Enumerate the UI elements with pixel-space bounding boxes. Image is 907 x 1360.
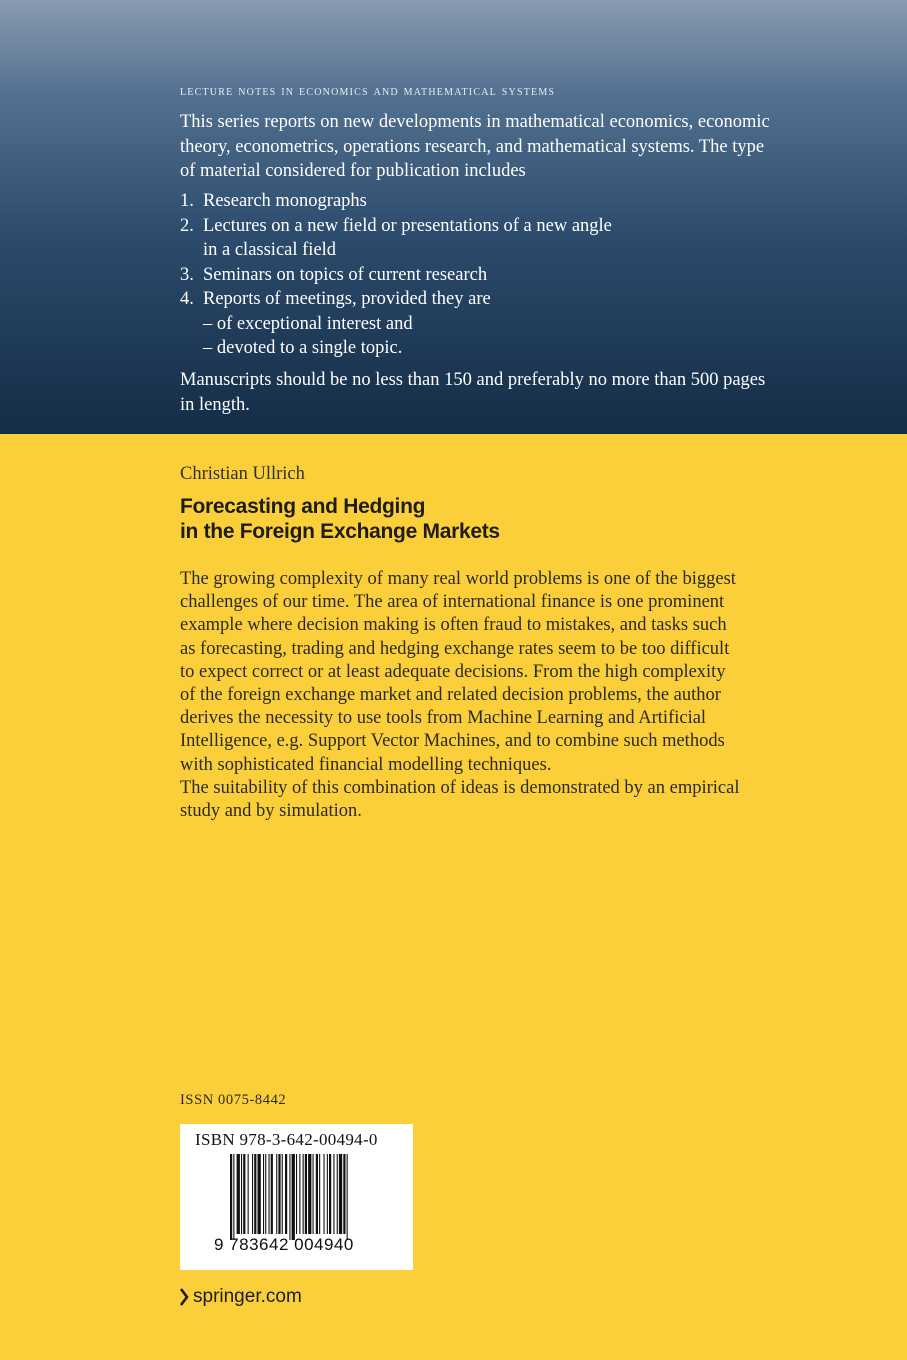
barcode-bar [296,1154,297,1234]
list-number: 4. [180,289,194,309]
isbn: ISBN 978-3-642-00494-0 [195,1130,378,1149]
list-text: Seminars on topics of current research [203,264,488,285]
barcode-bar [299,1154,300,1234]
barcode-bar [252,1154,253,1234]
barcode-bar [329,1154,331,1234]
series-list [180,189,780,361]
list-item [180,287,780,361]
series-note: Manuscripts should be no less than 150 and preferably no more than 500 pages in length. [180,370,766,415]
barcode-bar [271,1154,273,1234]
barcode-bar [258,1154,261,1234]
list-number: 2. [180,215,194,236]
book-title-line1: Forecasting and Hedging [180,495,426,518]
book-abstract [180,568,740,823]
publisher-url[interactable]: springer.com [193,1286,302,1307]
list-item [180,214,780,263]
list-text: Reports of meetings, provided they are [203,289,491,309]
barcode-bar [237,1154,240,1234]
barcode-bar [276,1154,277,1234]
barcode-bar [319,1154,320,1234]
series-panel [0,0,907,434]
barcode-bar [303,1154,304,1234]
chevron-right-icon [180,1288,189,1306]
barcode-bar [230,1154,232,1240]
list-item [180,189,780,214]
barcode-bar [324,1154,325,1234]
barcode-bar [313,1154,314,1234]
abstract-text: The growing complexity of many real world problems is one of the biggest challenges of our time. The area of international finance is one prominent example where decision making is often fraud to mistakes, and tasks such as forecasting, trading and hedging exchange rates seem to be too difficult to expect correct or at least adequate decisions. From the high complexity of the foreign exchange market and related decision problems, the author derives the necessity to use tools from Machine Learning and Artificial Intelligence, e.g. Support Vector Machines, and to combine such methods with sophisticated financial modelling techniques. [180,569,736,775]
barcode-bar [347,1154,348,1240]
list-number: 1. [180,191,194,211]
barcode-bar [327,1154,328,1234]
barcode-bar [285,1154,287,1234]
book-panel [0,434,907,1360]
barcode-bar [263,1154,264,1234]
barcode-bar [278,1154,280,1234]
barcode-bar [243,1154,245,1234]
barcode-bar [305,1154,307,1234]
barcode-bar [248,1154,249,1234]
list-subitem: – of exceptional interest and [203,313,413,334]
list-subitem: – devoted to a single topic. [203,338,403,358]
barcode-bar [343,1154,345,1234]
list-item [180,263,780,288]
publisher-link[interactable] [180,1286,302,1308]
barcode-bar [241,1154,242,1234]
list-number: 3. [180,264,194,285]
list-text-continued: in a classical field [203,240,337,260]
abstract-text-2: The suitability of this combination of ideas is demonstrated by an empirical study and by simulation. [180,777,740,822]
barcode-bar [269,1154,270,1234]
barcode-bar [337,1154,338,1234]
issn: ISSN 0075-8442 [180,1092,287,1108]
list-text: Research monographs [203,191,367,211]
barcode-box [180,1124,413,1270]
barcode-bar [233,1154,234,1240]
series-description: This series reports on new developments in mathematical economics, economic theory, econometrics, operations research, and mathematical systems. The type of material considered for publication includes [180,112,770,181]
barcode-bar [289,1154,290,1240]
barcode-bar [316,1154,318,1234]
barcode-bar [308,1154,311,1234]
barcode-bar [254,1154,256,1234]
author-name: Christian Ullrich [180,464,305,484]
series-title: lecture notes in economics and mathematical systems [180,83,556,99]
barcode-bar [339,1154,342,1234]
book-title [180,494,780,544]
book-title-line2: in the Foreign Exchange Markets [180,520,500,543]
barcode-bar [282,1154,283,1234]
barcode-bar [333,1154,334,1234]
barcode-bar [265,1154,266,1234]
list-text: Lectures on a new field or presentations of a new angle [203,215,612,236]
barcode-icon [230,1154,376,1240]
ean-digits: 9 783642 004940 [214,1235,354,1254]
barcode-bar [292,1154,295,1240]
